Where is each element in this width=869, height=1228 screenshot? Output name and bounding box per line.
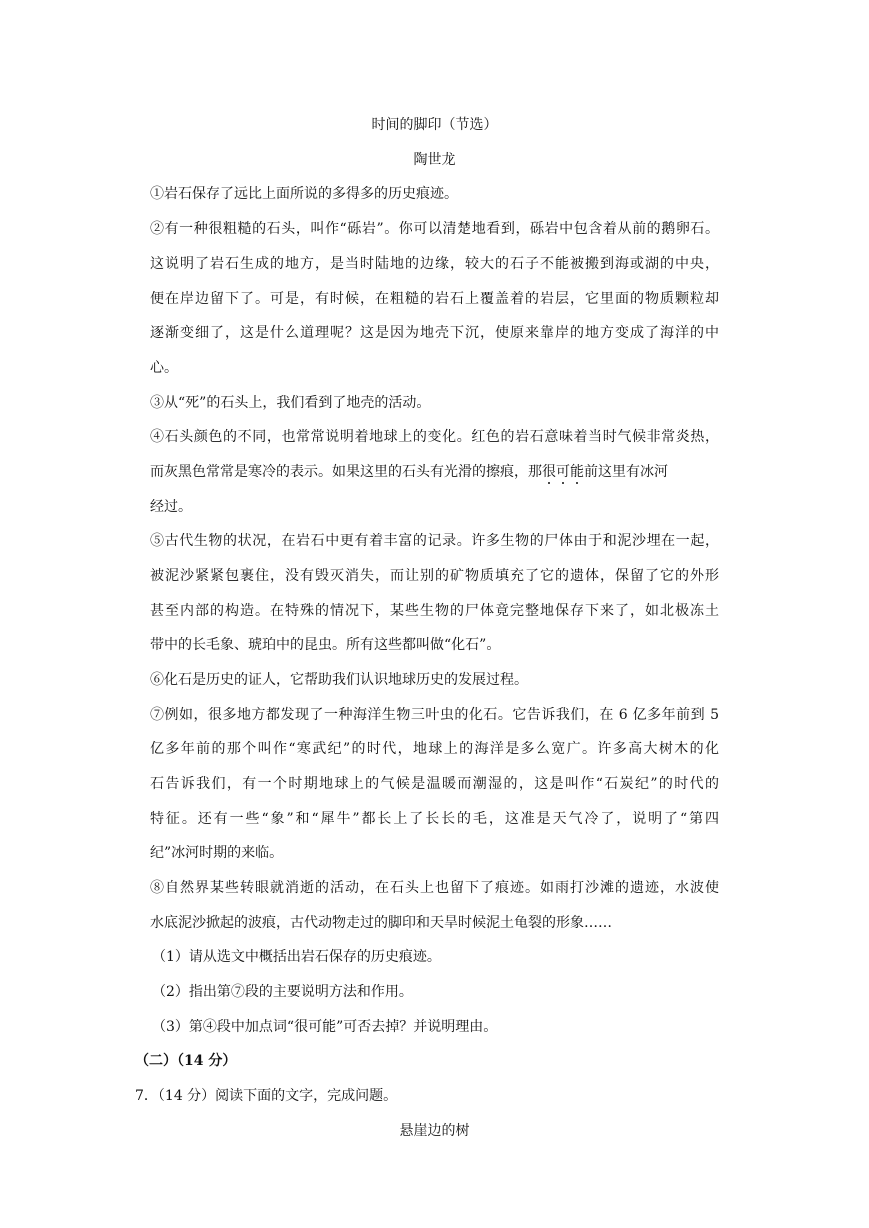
paragraph-line: ④石头颜色的不同，也常常说明着地球上的变化。红色的岩石意味着当时气候非常炎热，	[150, 429, 719, 445]
paragraph-line: ③从“死”的石头上，我们看到了地壳的活动。	[150, 395, 431, 411]
paragraph-line: 带中的长毛象、琥珀中的昆虫。所有这些都叫做“化石”。	[150, 637, 501, 653]
paragraph-line: 被泥沙紧紧包裹住，没有毁灭消失，而让别的矿物质填充了它的遗体，保留了它的外形	[150, 568, 719, 584]
paragraph-line: 石告诉我们，有一个时期地球上的气候是温暖而潮湿的，这是叫作“石炭纪”的时代的	[150, 776, 719, 792]
paragraph-line: 逐渐变细了，这是什么道理呢？这是因为地壳下沉，使原来靠岸的地方变成了海洋的中	[150, 325, 719, 341]
paragraph-line: ⑧自然界某些转眼就消逝的活动，在石头上也留下了痕迹。如雨打沙滩的遗迹，水波使	[150, 880, 719, 896]
paragraph-line: 经过。	[150, 499, 192, 515]
paragraph-line: 水底泥沙掀起的波痕，古代动物走过的脚印和天旱时候泥土龟裂的形象……	[150, 915, 612, 931]
paragraph-line: ①岩石保存了远比上面所说的多得多的历史痕迹。	[150, 186, 458, 202]
article-author: 陶世龙	[413, 152, 456, 168]
dotted-character: 可	[556, 464, 570, 480]
article-title: 时间的脚印（节选）	[371, 117, 498, 133]
question-3: （3）第④段中加点词“很可能”可否去掉？并说明理由。	[152, 1019, 498, 1035]
paragraph-line: ⑥化石是历史的证人，它帮助我们认识地球历史的发展过程。	[150, 672, 528, 688]
dotted-character: 能	[570, 464, 584, 480]
next-article-title: 悬崖边的树	[399, 1123, 470, 1139]
paragraph-segment: 前这里有冰河	[584, 464, 668, 480]
item-7-prompt: 7．（14 分）阅读下面的文字，完成问题。	[135, 1088, 398, 1104]
paragraph-segment: 而灰黑色常常是寒冷的表示。如果这里的石头有光滑的擦痕，那	[150, 464, 542, 480]
paragraph-line: 纪”冰河时期的来临。	[150, 845, 284, 861]
paragraph-line-with-dotted-word	[150, 461, 668, 481]
paragraph-line: 甚至内部的构造。在特殊的情况下，某些生物的尸体竟完整地保存下来了，如北极冻土	[150, 603, 719, 619]
paragraph-line: 便在岸边留下了。可是，有时候，在粗糙的岩石上覆盖着的岩层，它里面的物质颗粒却	[150, 291, 719, 307]
question-2: （2）指出第⑦段的主要说明方法和作用。	[152, 984, 413, 1000]
paragraph-line: 这说明了岩石生成的地方，是当时陆地的边缘，较大的石子不能被搬到海或湖的中央，	[150, 256, 719, 272]
paragraph-line: ②有一种很粗糙的石头，叫作“砾岩”。你可以清楚地看到，砾岩中包含着从前的鹅卵石。	[150, 221, 719, 237]
paragraph-line: ⑤古代生物的状况，在岩石中更有着丰富的记录。许多生物的尸体由于和泥沙埋在一起，	[150, 533, 719, 549]
question-1: （1）请从选文中概括出岩石保存的历史痕迹。	[152, 949, 441, 965]
paragraph-line: 亿多年前的那个叫作“寒武纪”的时代，地球上的海洋是多么宽广。许多高大树木的化	[150, 741, 719, 757]
section-heading: （二）（14 分）	[135, 1053, 237, 1069]
paragraph-line: ⑦例如，很多地方都发现了一种海洋生物三叶虫的化石。它告诉我们，在 6 亿多年前到 5	[150, 707, 719, 723]
paragraph-line: 心。	[150, 360, 178, 376]
paragraph-line: 特征。还有一些“象”和“犀牛”都长上了长长的毛，这准是天气冷了，说明了“第四	[150, 811, 719, 827]
dotted-character: 很	[542, 464, 556, 480]
